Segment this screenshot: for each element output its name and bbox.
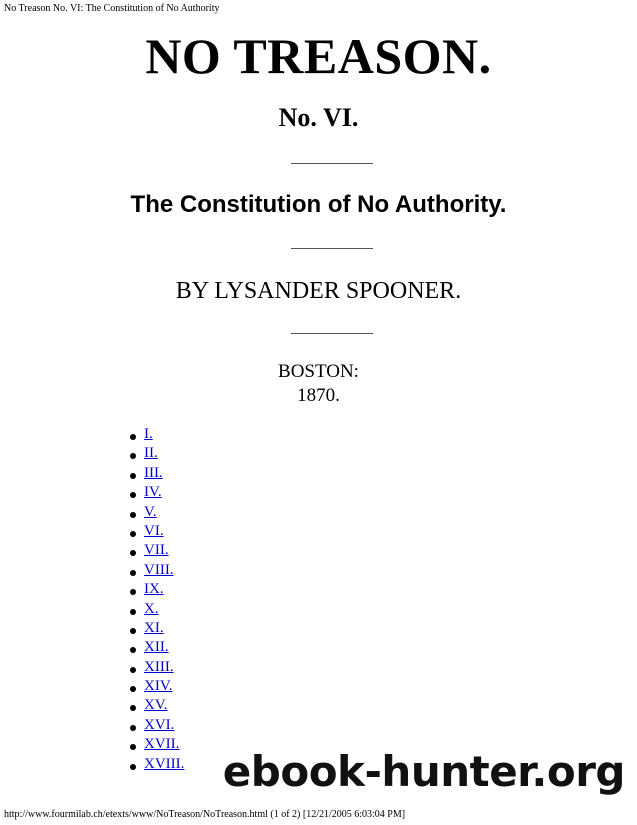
table-of-contents — [114, 425, 184, 774]
toc-link[interactable]: XIV. — [144, 678, 173, 695]
toc-link[interactable]: XIII. — [144, 658, 174, 675]
bullet-icon — [130, 686, 136, 692]
document-title: NO TREASON. — [145, 28, 492, 84]
toc-link[interactable]: X. — [144, 600, 159, 617]
toc-link[interactable]: I. — [144, 426, 153, 442]
bullet-icon — [130, 589, 136, 595]
toc-item — [114, 716, 184, 735]
bullet-icon — [130, 473, 136, 479]
toc-link[interactable]: XVII. — [144, 736, 180, 753]
toc-item — [114, 638, 184, 657]
bullet-icon — [130, 764, 136, 770]
bullet-icon — [130, 647, 136, 653]
toc-link[interactable]: III. — [144, 464, 163, 481]
divider-3 — [291, 333, 373, 334]
toc-item — [114, 503, 184, 522]
toc-item — [114, 735, 184, 754]
toc-link[interactable]: VII. — [144, 542, 169, 559]
toc-link[interactable]: XI. — [144, 619, 164, 636]
toc-item — [114, 444, 184, 463]
toc-item — [114, 541, 184, 560]
toc-link[interactable]: XV. — [144, 697, 168, 714]
toc-link[interactable]: IV. — [144, 484, 162, 501]
bullet-icon — [130, 628, 136, 634]
toc-item — [114, 658, 184, 677]
bullet-icon — [130, 667, 136, 673]
publication-year: 1870. — [297, 385, 340, 406]
bullet-icon — [130, 492, 136, 498]
toc-item — [114, 600, 184, 619]
toc-item — [114, 425, 184, 444]
bullet-icon — [130, 531, 136, 537]
toc-link[interactable]: XVIII. — [144, 755, 185, 772]
toc-link[interactable]: VIII. — [144, 561, 174, 578]
toc-link[interactable]: II. — [144, 445, 158, 462]
page-header: No Treason No. VI: The Constitution of No Authority — [4, 3, 220, 14]
bullet-icon — [130, 609, 136, 615]
author-line: BY LYSANDER SPOONER. — [175, 278, 462, 304]
toc-item — [114, 561, 184, 580]
toc-link[interactable]: VI. — [144, 522, 164, 539]
bullet-icon — [130, 744, 136, 750]
toc-item — [114, 696, 184, 715]
bullet-icon — [130, 453, 136, 459]
bullet-icon — [130, 512, 136, 518]
bullet-icon — [130, 434, 136, 440]
watermark: ebook-hunter.org — [217, 744, 631, 800]
toc-item — [114, 580, 184, 599]
toc-item — [114, 522, 184, 541]
toc-link[interactable]: XII. — [144, 639, 169, 656]
publication-place: BOSTON: — [278, 361, 359, 382]
bullet-icon — [130, 725, 136, 731]
toc-item — [114, 619, 184, 638]
toc-link[interactable]: V. — [144, 503, 157, 520]
divider-1 — [291, 163, 373, 164]
toc-item — [114, 464, 184, 483]
divider-2 — [291, 248, 373, 249]
bullet-icon — [130, 570, 136, 576]
document-subtitle: The Constitution of No Authority. — [130, 191, 507, 218]
toc-item — [114, 483, 184, 502]
bullet-icon — [130, 550, 136, 556]
toc-item — [114, 677, 184, 696]
bullet-icon — [130, 705, 136, 711]
toc-link[interactable]: IX. — [144, 581, 164, 598]
toc-link[interactable]: XVI. — [144, 716, 175, 733]
page-footer: http://www.fourmilab.ch/etexts/www/NoTreason/NoTreason.html (1 of 2) [12/21/2005 6:03:04 PM] — [4, 809, 406, 820]
toc-item — [114, 755, 184, 774]
issue-number: No. VI. — [278, 103, 359, 132]
